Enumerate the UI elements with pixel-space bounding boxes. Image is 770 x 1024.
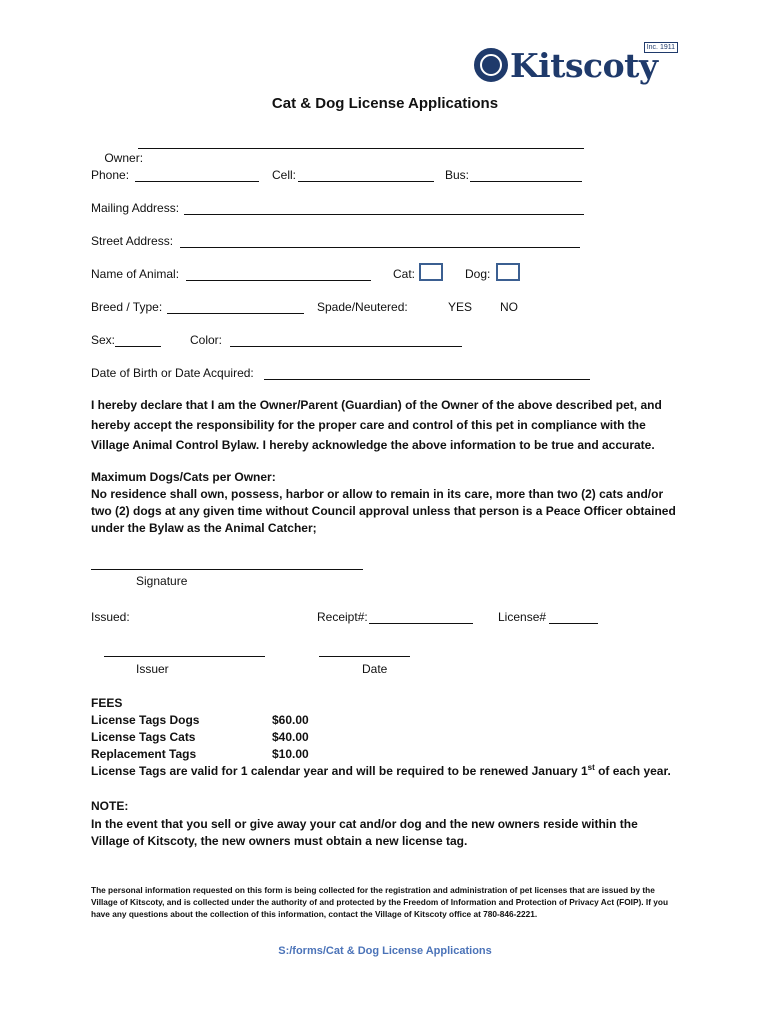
receipt-label: Receipt#: — [317, 610, 368, 624]
phone-field[interactable] — [135, 181, 259, 182]
phone-label: Phone: — [91, 168, 130, 182]
animal-name-label: Name of Animal: — [91, 267, 180, 281]
sex-label: Sex: — [91, 333, 116, 347]
color-label: Color: — [190, 333, 223, 347]
fee-price-replacement: $10.00 — [272, 747, 309, 761]
breed-field[interactable] — [167, 313, 304, 314]
fees-heading: FEES — [91, 696, 123, 710]
date-label: Date — [362, 662, 388, 676]
validity-sup: st — [587, 763, 595, 772]
cat-label: Cat: — [393, 267, 416, 281]
kitscoty-logo — [474, 44, 680, 90]
issued-label: Issued: — [91, 610, 130, 624]
spade-neutered-label: Spade/Neutered: — [317, 300, 408, 314]
max-heading: Maximum Dogs/Cats per Owner: — [91, 470, 276, 484]
cell-field[interactable] — [298, 181, 434, 182]
animal-name-field[interactable] — [186, 280, 371, 281]
fee-label-dogs: License Tags Dogs — [91, 713, 200, 727]
spade-yes-option[interactable]: YES — [448, 300, 473, 314]
license-number-label: License# — [498, 610, 547, 624]
fee-label-cats: License Tags Cats — [91, 730, 196, 744]
privacy-statement: The personal information requested on this form is being collected for the registration and administration of pet licenses that are issued by the Village of Kitscoty, and is collected under the authority of and protected by the Freedom of Information and Protection of Privacy Act (FOIP). If you have any questions about the collection of this information, contact the Village of Kitscoty office at 780-846-2221. — [91, 885, 669, 919]
village-seal-icon — [474, 48, 508, 82]
fee-label-replacement: Replacement Tags — [91, 747, 197, 761]
owner-label: Owner: — [104, 151, 144, 165]
note-heading: NOTE: — [91, 799, 129, 813]
dob-field[interactable] — [264, 379, 590, 380]
owner-field[interactable] — [138, 148, 584, 149]
dog-label: Dog: — [465, 267, 491, 281]
issuer-line[interactable] — [104, 656, 265, 657]
cat-checkbox[interactable] — [419, 263, 443, 281]
mailing-address-label: Mailing Address: — [91, 201, 180, 215]
fee-price-cats: $40.00 — [272, 730, 309, 744]
spade-no-option[interactable]: NO — [500, 300, 518, 314]
logo-inc-year: Inc. 1911 — [644, 42, 678, 53]
bus-label: Bus: — [445, 168, 470, 182]
fees-validity-text — [91, 763, 671, 780]
street-address-label: Street Address: — [91, 234, 174, 248]
footer-file-path: S:/forms/Cat & Dog License Applications — [278, 945, 492, 957]
sex-field[interactable] — [115, 346, 161, 347]
bus-field[interactable] — [470, 181, 582, 182]
logo-wordmark: Kitscoty — [510, 46, 658, 85]
color-field[interactable] — [230, 346, 462, 347]
date-line[interactable] — [319, 656, 410, 657]
issuer-label: Issuer — [136, 662, 169, 676]
cell-label: Cell: — [272, 168, 297, 182]
validity-before: License Tags are valid for 1 calendar year and will be required to be renewed January 1 — [91, 764, 588, 778]
receipt-field[interactable] — [369, 623, 473, 624]
street-address-field[interactable] — [180, 247, 580, 248]
signature-label: Signature — [136, 574, 188, 588]
dob-label: Date of Birth or Date Acquired: — [91, 366, 254, 380]
signature-line[interactable] — [91, 569, 363, 570]
page-title: Cat & Dog License Applications — [271, 95, 499, 112]
note-text: In the event that you sell or give away your cat and/or dog and the new owners reside within the Village of Kitscoty, the new owners must obtain a new license tag. — [91, 817, 638, 848]
declaration-text: I hereby declare that I am the Owner/Parent (Guardian) of the Owner of the above described pet, and hereby accept the responsibility for the proper care and control of this pet in compliance with the Village Animal Control Bylaw. I hereby acknowledge the above information to be true and accurate. — [91, 398, 662, 452]
license-number-field[interactable] — [549, 623, 598, 624]
mailing-address-field[interactable] — [184, 214, 584, 215]
dog-checkbox[interactable] — [496, 263, 520, 281]
breed-label: Breed / Type: — [91, 300, 163, 314]
max-text: No residence shall own, possess, harbor or allow to remain in its care, more than two (2) cats and/or two (2) dogs at any given time without Council approval unless that person is a Peace Officer obtained under the Bylaw as the Animal Catcher; — [91, 487, 676, 535]
validity-after: of each year. — [594, 764, 671, 778]
fee-price-dogs: $60.00 — [272, 713, 309, 727]
